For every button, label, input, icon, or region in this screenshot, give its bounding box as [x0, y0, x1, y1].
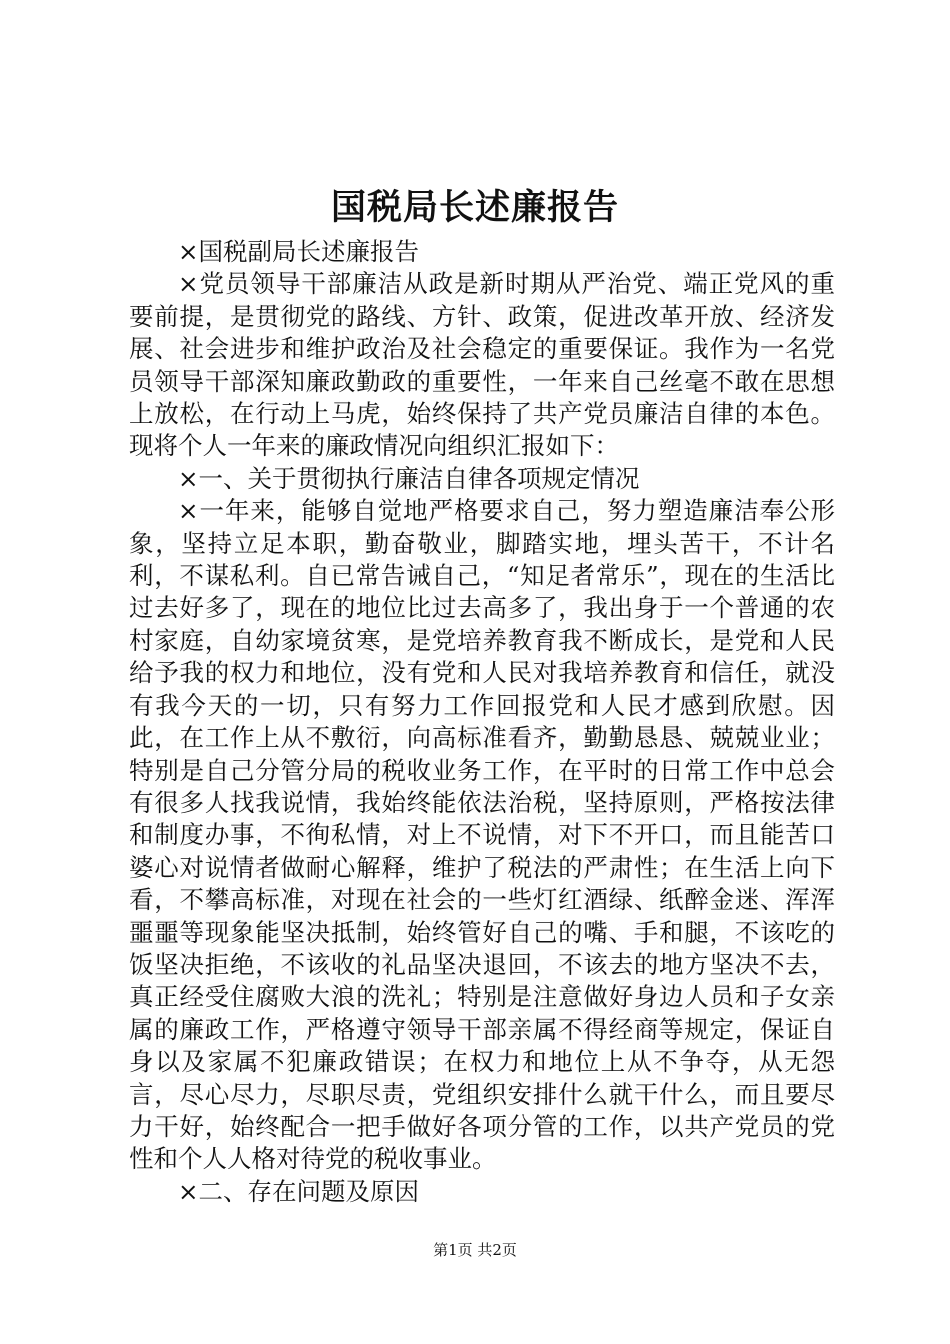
document-body: [129, 236, 835, 1208]
paragraph-intro: ×党员领导干部廉洁从政是新时期从严治党、端正党风的重要前提，是贯彻党的路线、方针、政策，促进改革开放、经济发展、社会进步和维护政治及社会稳定的重要保证。我作为一名党员领导干部深知廉政勤政的重要性，一年来自己丝毫不敢在思想上放松，在行动上马虎，始终保持了共产党员廉洁自律的本色。现将个人一年来的廉政情况向组织汇报如下：: [129, 269, 835, 461]
paragraph-section-1: ×一年来，能够自觉地严格要求自己，努力塑造廉洁奉公形象，坚持立足本职，勤奋敬业，脚踏实地，埋头苦干，不计名利，不谋私利。自已常告诫自己，“知足者常乐”，现在的生活比过去好多了，现在的地位比过去高多了，我出身于一个普通的农村家庭，自幼家境贫寒，是党培养教育我不断成长，是党和人民给予我的权力和地位，没有党和人民对我培养教育和信任，就没有我今天的一切，只有努力工作回报党和人民才感到欣慰。因此，在工作上从不敷衍，向高标准看齐，勤勤恳恳、兢兢业业；特别是自己分管分局的税收业务工作，在平时的日常工作中总会有很多人找我说情，我始终能依法治税，坚持原则，严格按法律和制度办事，不徇私情，对上不说情，对下不开口，而且能苦口婆心对说情者做耐心解释，维护了税法的严肃性；在生活上向下看，不攀高标准，对现在社会的一些灯红酒绿、纸醉金迷、浑浑噩噩等现象能坚决抵制，始终管好自己的嘴、手和腿，不该吃的饭坚决拒绝，不该收的礼品坚决退回，不该去的地方坚决不去，真正经受住腐败大浪的洗礼；特别是注意做好身边人员和子女亲属的廉政工作，严格遵守领导干部亲属不得经商等规定，保证自身以及家属不犯廉政错误；在权力和地位上从不争夺，从无怨言，尽心尽力，尽职尽责，党组织安排什么就干什么，而且要尽力干好，始终配合一把手做好各项分管的工作，以共产党员的党性和个人人格对待党的税收事业。: [129, 496, 835, 1174]
document-title: 国税局长述廉报告: [330, 187, 619, 228]
section-heading-2: ×二、存在问题及原因: [178, 1176, 420, 1206]
page-footer: 第1页 共2页: [433, 1241, 517, 1259]
section-heading-1: ×一、关于贯彻执行廉洁自律各项规定情况: [178, 463, 640, 493]
paragraph-subtitle: ×国税副局长述廉报告: [178, 237, 420, 266]
